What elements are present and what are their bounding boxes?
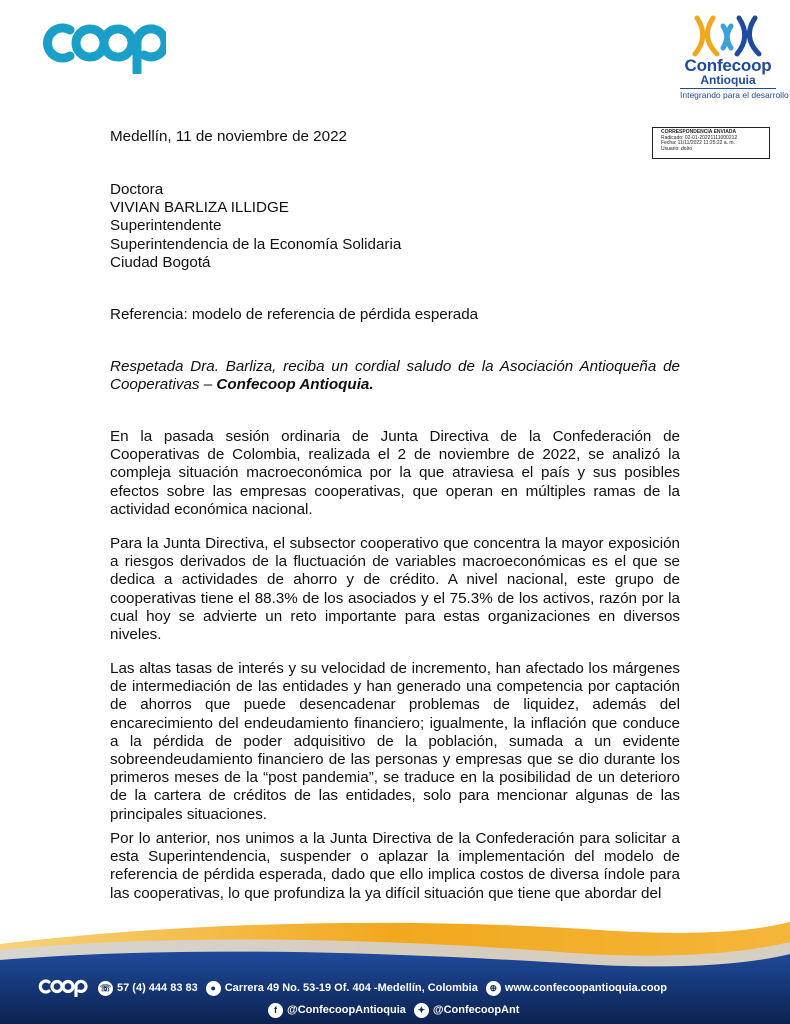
paragraph: Las altas tasas de interés y su velocidad de incremento, han afectado los márgenes de intermediación de las entidades y han generado una competencia por captación de ahorros que puede desencadenar problemas de liquidez, además del encarecimiento del endeudamiento financiero; igualmente, la inflación que conduce a la pérdida de poder adquisitivo de la población, sumada a un evidente sobreendeudamiento financiero de las personas y empresas que se dio durante los primeros meses de la “post pandemia”, se traduce en la posibilidad de un deterioro de la cartera de créditos de las entidades, solo para mencionar algunas de las principales situaciones. [110,660,680,823]
recipient-role: Superintendente [110,217,222,235]
stamp-title: CORRESPONDENCIA ENVIADA [661,129,737,135]
recipient-block [110,181,680,272]
letter-date: Medellín, 11 de noviembre de 2022 [110,128,347,145]
facebook-icon: f [268,1003,283,1018]
confecoop-tagline: Integrando para el desarrollo [680,90,789,100]
recipient-city: Ciudad Bogotá [110,253,211,271]
recipient-organization: Superintendencia de la Economía Solidaria [110,235,402,253]
globe-icon: ⊕ [486,981,501,996]
reference-line: Referencia: modelo de referencia de pérdida esperada [110,306,479,323]
recipient-title: Doctora [110,181,164,198]
confecoop-region: Antioquia [700,73,756,87]
location-icon: ● [206,981,221,996]
footer-phone: 57 (4) 444 83 83 [117,982,198,994]
twitter-icon: ✦ [414,1003,429,1018]
footer-facebook[interactable]: @ConfecoopAntioquia [287,1004,406,1016]
footer-social-row [268,1000,519,1020]
phone-icon: ☏ [98,981,113,996]
confecoop-emblem [683,12,773,60]
confecoop-logo [676,12,789,110]
footer-website[interactable]: www.confecoopantioquia.coop [504,982,667,994]
confecoop-name: Confecoop [684,56,772,75]
footer-twitter[interactable]: @ConfecoopAnt [432,1004,520,1016]
greeting [110,358,680,394]
greeting-text: Respetada Dra. Barliza, reciba un cordial saludo de la Asociación Antioqueña de Cooperativas – [110,358,680,394]
footer-contact-row [38,977,667,999]
footer-address: Carrera 49 No. 53-19 Of. 404 -Medellín, Colombia [224,982,478,994]
paragraph: En la pasada sesión ordinaria de Junta Directiva de la Confederación de Cooperativas de Colombia, realizada el 2 de noviembre de 2022, se analizó la compleja situación macroeconómica por la que atraviesa el país y sus posibles efectos sobre las empresas cooperativas, que operan en múltiples ramas de la actividad económica nacional. [110,428,680,518]
greeting-org: Confecoop Antioquia. [216,376,374,394]
footer [0,910,790,1024]
stamp-fecha: Fecha: 11/11/2022 11:25:22 a. m. [661,140,735,147]
paragraph: Por lo anterior, nos unimos a la Junta Directiva de la Confederación para solicitar a esta Superintendencia, suspender o aplazar la implementación del modelo de referencia de pérdida esperada, dado que ello implica costos de diversa índole para las cooperativas, lo que profundiza la ya difícil situación que tiene que abordar del [110,830,680,902]
stamp-usuario: Usuario: dolro [661,145,693,152]
coop-logo-mark [40,16,166,74]
footer-coop-logo [38,977,88,1000]
paragraph: Para la Junta Directiva, el subsector cooperativo que concentra la mayor exposición a riesgos derivados de la fluctuación de variables macroeconómicas es el que se dedica a actividades de ahorro y de crédito. A nivel nacional, este grupo de cooperativas tiene el 88.3% de los asociados y el 75.3% de los activos, razón por la cual hoy se advierte un reto importante para estas organizaciones en diversos niveles. [110,535,680,644]
stamp-radicado: Radicado: 02-01-20221111000212 [661,134,738,141]
footer-coop-mark [38,977,88,997]
recipient-name: VIVIAN BARLIZA ILLIDGE [110,199,289,217]
coop-logo [40,16,166,74]
